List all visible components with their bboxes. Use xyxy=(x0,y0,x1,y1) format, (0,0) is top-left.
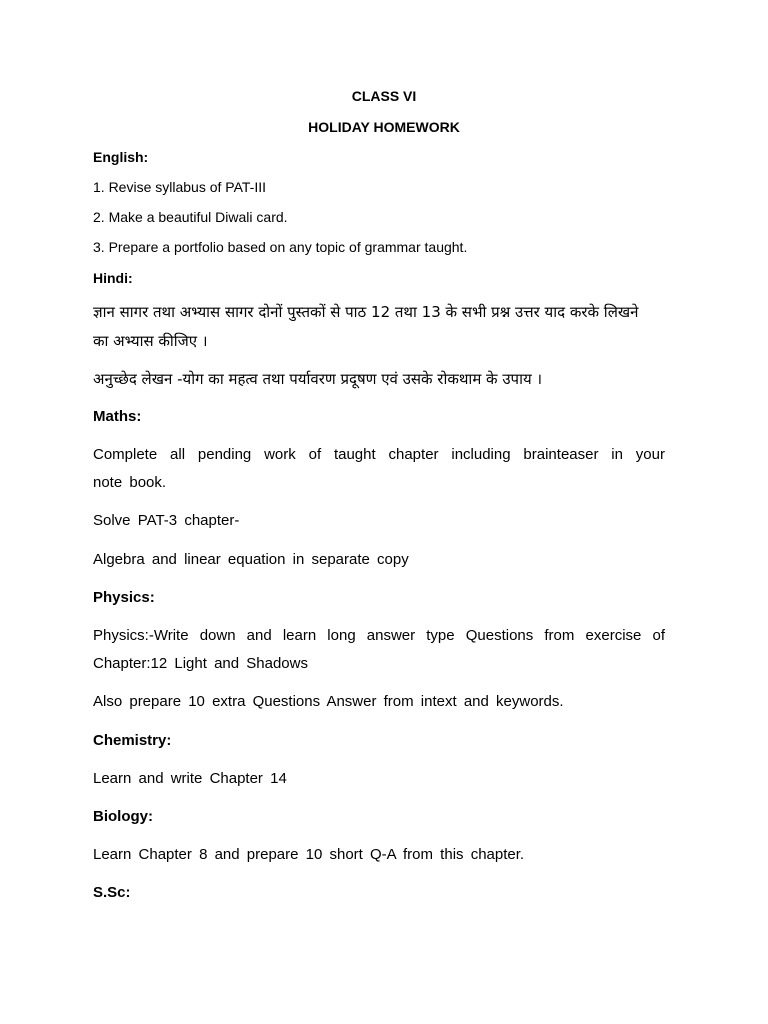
maths-line-2: note book. xyxy=(93,474,167,491)
class-title: CLASS VI xyxy=(351,88,417,104)
maths-line-4: Algebra and linear equation in separate copy xyxy=(93,551,409,568)
maths-line-3: Solve PAT-3 chapter- xyxy=(93,512,240,529)
chemistry-line-1: Learn and write Chapter 14 xyxy=(93,770,287,787)
english-heading: English: xyxy=(93,149,149,165)
ssc-heading: S.Sc: xyxy=(93,884,131,901)
hindi-heading: Hindi: xyxy=(93,270,133,286)
biology-heading: Biology: xyxy=(93,808,153,825)
english-item-2: 2. Make a beautiful Diwali card. xyxy=(93,209,288,225)
chemistry-heading: Chemistry: xyxy=(93,732,172,749)
english-item-3: 3. Prepare a portfolio based on any topic of grammar taught. xyxy=(93,239,468,255)
hindi-line-3: अनुच्छेद लेखन -योग का महत्व तथा पर्यावरण प्रदूषण एवं उसके रोकथाम के उपाय । xyxy=(93,370,543,388)
biology-line-1: Learn Chapter 8 and prepare 10 short Q-A from this chapter. xyxy=(93,846,525,863)
hindi-line-1: ज्ञान सागर तथा अभ्यास सागर दोनों पुस्तकों से पाठ 12 तथा 13 के सभी प्रश्न उत्तर याद करके लिखने xyxy=(93,303,639,321)
maths-heading: Maths: xyxy=(93,408,142,425)
english-item-1: 1. Revise syllabus of PAT-III xyxy=(93,179,266,195)
physics-heading: Physics: xyxy=(93,589,155,606)
page-title: HOLIDAY HOMEWORK xyxy=(308,119,460,135)
physics-line-1: Physics:-Write down and learn long answer type Questions from exercise of xyxy=(93,627,665,644)
hindi-line-2: का अभ्यास कीजिए । xyxy=(93,332,208,350)
maths-line-1: Complete all pending work of taught chapter including brainteaser in your xyxy=(93,446,665,463)
physics-line-3: Also prepare 10 extra Questions Answer from intext and keywords. xyxy=(93,693,564,710)
physics-line-2: Chapter:12 Light and Shadows xyxy=(93,655,308,672)
